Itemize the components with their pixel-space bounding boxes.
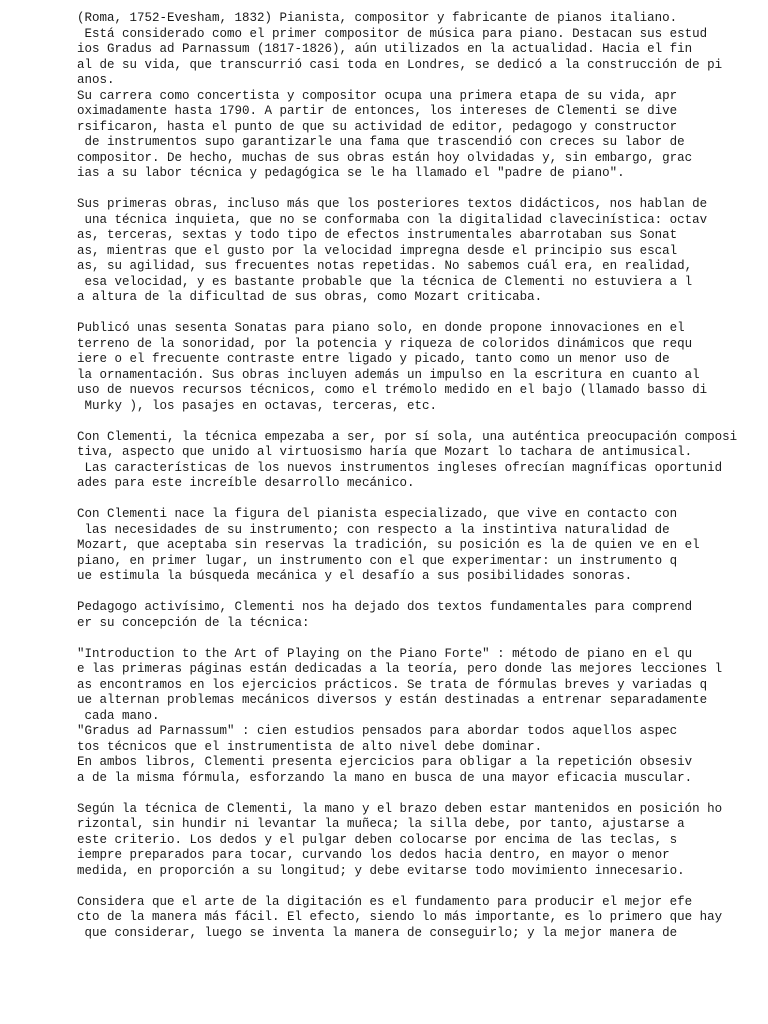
text-line: Murky ), los pasajes en octavas, terceras, etc.: [77, 398, 438, 413]
text-line: Sus primeras obras, incluso más que los posteriores textos didácticos, nos hablan de: [77, 197, 708, 211]
text-line: tiva, aspecto que unido al virtuosismo haría que Mozart lo tachara de antimusical.: [77, 445, 693, 459]
text-line: cto de la manera más fácil. El efecto, siendo lo más importante, es lo primero que hay: [77, 910, 723, 924]
text-line: uso de nuevos recursos técnicos, como el trémolo medido en el bajo (llamado basso di: [77, 383, 708, 397]
text-line: compositor. De hecho, muchas de sus obras están hoy olvidadas y, sin embargo, grac: [77, 150, 693, 165]
text-line: rizontal, sin hundir ni levantar la muñeca; la silla debe, por tanto, ajustarse a: [77, 817, 685, 831]
text-line: Con Clementi nace la figura del pianista especializado, que vive en contacto con: [77, 507, 678, 521]
text-line: ias a su labor técnica y pedagógica se le ha llamado el "padre de piano".: [77, 166, 625, 180]
text-line: ades para este increíble desarrollo mecánico.: [77, 476, 415, 490]
text-line: que considerar, luego se inventa la manera de conseguirlo; y la mejor manera de: [77, 925, 678, 940]
text-line: ue alternan problemas mecánicos diversos y están destinadas a entrenar separadamente: [77, 693, 708, 707]
text-line: medida, en proporción a su longitud; y debe evitarse todo movimiento innecesario.: [77, 863, 685, 878]
text-line: de instrumentos supo garantizarle una fama que trascendió con creces su labor de: [77, 135, 685, 149]
text-line: (Roma, 1752-Evesham, 1832) Pianista, compositor y fabricante de pianos italiano.: [77, 11, 678, 25]
text-line: a altura de la dificultad de sus obras, como Mozart criticaba.: [77, 290, 543, 304]
text-line: Según la técnica de Clementi, la mano y el brazo deben estar mantenidos en posición ho: [77, 801, 723, 816]
text-line: ios Gradus ad Parnassum (1817-1826), aún utilizados en la actualidad. Hacia el fin: [77, 42, 693, 56]
text-line: la ornamentación. Sus obras incluyen además un impulso en la escritura en cuanto al: [77, 367, 700, 382]
text-line: a de la misma fórmula, esforzando la mano en busca de una mayor eficacia muscular.: [77, 770, 693, 785]
text-line: Considera que el arte de la digitación es el fundamento para producir el mejor efe: [77, 894, 693, 909]
text-line: rsificaron, hasta el punto de que su actividad de editor, pedagogo y constructor: [77, 119, 678, 134]
text-line: as encontramos en los ejercicios prácticos. Se trata de fórmulas breves y variadas q: [77, 677, 708, 692]
text-line: Con Clementi, la técnica empezaba a ser, por sí sola, una auténtica preocupación composi: [77, 429, 738, 444]
text-line: este criterio. Los dedos y el pulgar deben colocarse por encima de las teclas, s: [77, 832, 678, 847]
text-line: iere o el frecuente contraste entre ligado y picado, tanto como un menor uso de: [77, 352, 670, 366]
text-line: anos.: [77, 73, 115, 87]
text-line: al de su vida, que transcurrió casi toda en Londres, se dedicó a la construcción de pi: [77, 57, 723, 72]
text-line: las necesidades de su instrumento; con respecto a la instintiva naturalidad de: [77, 522, 670, 537]
text-line: Está considerado como el primer compositor de música para piano. Destacan sus estud: [77, 26, 708, 41]
text-line: Las características de los nuevos instrumentos ingleses ofrecían magníficas oportunid: [77, 460, 723, 475]
text-line: as, terceras, sextas y todo tipo de efectos instrumentales abarrotaban sus Sonat: [77, 228, 678, 242]
text-line: esa velocidad, y es bastante probable que la técnica de Clementi no estuviera a l: [77, 274, 693, 289]
text-line: cada mano.: [77, 708, 160, 723]
text-line: er su concepción de la técnica:: [77, 615, 310, 630]
text-line: as, su agilidad, sus frecuentes notas repetidas. No sabemos cuál era, en realidad,: [77, 259, 693, 273]
text-line: ue estimula la búsqueda mecánica y el desafío a sus posibilidades sonoras.: [77, 569, 633, 583]
text-line: piano, en primer lugar, un instrumento con el que experimentar: un instrumento q: [77, 553, 678, 568]
text-line: terreno de la sonoridad, por la potencia y riqueza de coloridos dinámicos que requ: [77, 336, 693, 351]
text-line: tos técnicos que el instrumentista de alto nivel debe dominar.: [77, 739, 543, 754]
text-line: Pedagogo activísimo, Clementi nos ha dejado dos textos fundamentales para comprend: [77, 600, 693, 614]
text-line: En ambos libros, Clementi presenta ejercicios para obligar a la repetición obsesiv: [77, 755, 693, 769]
text-line: una técnica inquieta, que no se conformaba con la digitalidad clavecinística: octav: [77, 212, 708, 227]
text-line: Publicó unas sesenta Sonatas para piano solo, en donde propone innovaciones en el: [77, 321, 685, 335]
text-line: iempre preparados para tocar, curvando los dedos hacia dentro, en mayor o menor: [77, 848, 670, 862]
document-text: [77, 11, 737, 941]
text-line: Su carrera como concertista y compositor ocupa una primera etapa de su vida, apr: [77, 88, 678, 103]
text-line: "Gradus ad Parnassum" : cien estudios pensados para abordar todos aquellos aspec: [77, 724, 678, 738]
text-line: as, mientras que el gusto por la velocidad impregna desde el principio sus escal: [77, 243, 678, 258]
text-line: Mozart, que aceptaba sin reservas la tradición, su posición es la de quien ve en el: [77, 538, 700, 552]
text-line: "Introduction to the Art of Playing on the Piano Forte" : método de piano en el qu: [77, 646, 693, 661]
text-line: oximadamente hasta 1790. A partir de entonces, los intereses de Clementi se dive: [77, 104, 678, 118]
text-line: e las primeras páginas están dedicadas a la teoría, pero donde las mejores lecciones l: [77, 662, 723, 676]
